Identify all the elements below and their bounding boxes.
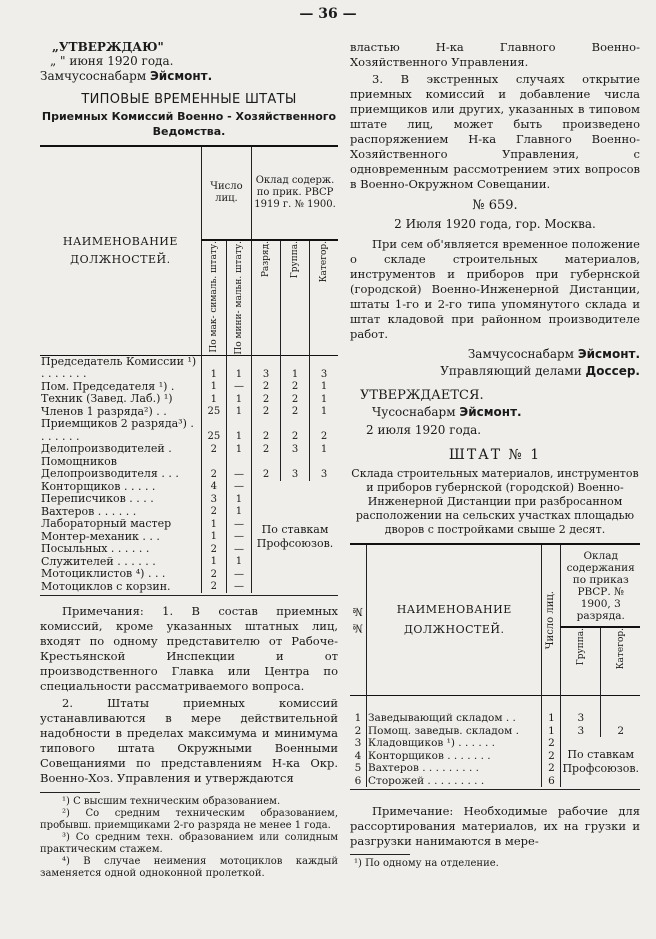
footnote: ³) Со средним техн. образованием или солидным практическим стажем.	[40, 832, 338, 856]
row-rank: 2	[252, 443, 281, 456]
table-row	[40, 418, 338, 443]
row-max: 4	[201, 481, 226, 494]
table-header-row	[40, 146, 338, 240]
header-rank: Разряд.	[261, 241, 272, 278]
row-group: 3	[281, 443, 310, 456]
row-category: 3	[310, 456, 338, 481]
table-2-body	[350, 696, 640, 788]
table-row	[350, 725, 640, 738]
header-group: Группа.	[290, 241, 301, 279]
row-group: 3	[281, 456, 310, 481]
row-name: Конторщиков . . . . . . .	[367, 750, 542, 763]
row-name: Помощников Делопроизводителя . . .	[41, 454, 179, 481]
signature-2-name: Доссер.	[585, 364, 640, 378]
row-count: 1	[542, 725, 561, 738]
staff-subtitle: Склада строительных материалов, инструментов и приборов губернской (городской) Военно-Инженерной Дистанции при разбросанном расположении на сельских участках площадью дворов с постройками свыше 2 десят.	[351, 467, 639, 536]
row-rank: 2	[252, 456, 281, 481]
row-category: 1	[310, 443, 338, 456]
row-name: Кладовщиков ¹) . . . . . .	[367, 737, 542, 750]
row-name: Переписчиков . . . .	[41, 492, 154, 506]
approve-heading: „УТВЕРЖДАЮ"	[52, 40, 164, 54]
row-name: Сторожей . . . . . . . . .	[367, 775, 542, 788]
rate-note: По ставкам Профсоюзов.	[561, 737, 640, 787]
row-name: Председатель Комиссии ¹) . . . . . . .	[41, 354, 197, 381]
row-max: 25	[201, 406, 226, 419]
row-max: 1	[201, 355, 226, 381]
table-row	[40, 393, 338, 406]
table-row	[40, 443, 338, 456]
row-min: —	[226, 581, 251, 594]
header-2-name: НАИМЕНОВАНИЕ ДОЛЖНОСТЕЙ.	[367, 544, 542, 696]
order-number: № 659.	[472, 198, 518, 213]
row-rank: 3	[252, 355, 281, 381]
footnote: ²) Со средним техническим образованием, пробывш. приемщиками 2-го разряда не менее 1 года.	[40, 808, 338, 832]
approved-heading: УТВЕРЖДАЕТСЯ.	[360, 388, 484, 403]
row-count: 1	[542, 696, 561, 725]
row-min: 1	[226, 443, 251, 456]
table-2-header-row	[350, 544, 640, 627]
header-2-number: № №	[351, 605, 364, 635]
order-text: При сем об'является временное положение о складе строительных материалов, инструментов и приборов при губернской (городской) Военно-Инженерной Дистанции, штаты 1-го и 2-го типа упомянутого склада и штат кладовой при районном производителе работ.	[350, 237, 640, 341]
row-min: 1	[226, 406, 251, 419]
row-min: —	[226, 456, 251, 481]
row-name: Членов 1 разряда²) . .	[41, 404, 167, 418]
continued-text: властью Н-ка Главного Военно-Хозяйственного Управления.	[350, 40, 640, 69]
header-2-count: Число лиц.	[545, 590, 557, 650]
row-name: Пом. Председателя ¹) .	[41, 379, 175, 393]
header-2-group: Группа.	[575, 628, 586, 666]
signature-1	[350, 346, 640, 363]
approved-signer	[350, 405, 640, 419]
row-rank: 2	[252, 393, 281, 406]
row-category: 1	[310, 393, 338, 406]
row-name: Лабораторный мастер	[41, 517, 172, 531]
row-min: —	[226, 531, 251, 544]
paragraph-3: 3. В экстренных случаях открытие приемных комиссий и добавление числа приемщиков или других, указанных в типовом штате лиц, может быть произведено распоряжением Н-ка Главного Военно-Хозяйственного Управления, с одновременным рассмотрением этих вопросов в Военно-Окружном Совещании.	[350, 72, 640, 191]
approved-date: 2 июля 1920 года.	[366, 423, 482, 437]
row-min: 1	[226, 556, 251, 569]
row-name: Вахтеров . . . . . . . . .	[367, 762, 542, 775]
row-group: 3	[561, 725, 601, 738]
row-category	[601, 696, 640, 725]
row-max: 2	[201, 568, 226, 581]
table-row	[40, 355, 338, 381]
signature-1-name: Эйсмонт.	[577, 347, 640, 361]
row-count: 2	[542, 737, 561, 750]
header-min: По мини- мальн. штату.	[233, 241, 244, 355]
row-min: —	[226, 518, 251, 531]
row-max: 1	[201, 556, 226, 569]
notes-paragraph-2: 2. Штаты приемных комиссий устанавливаются в мере действительной надобности в пределах максимума и минимума типового штата Окружными Военными Совещаниями по представлениям Н-ка Окр. Военно-Хоз. Управления и утверждаются	[40, 696, 338, 786]
staff-title: ШТАТ № 1	[448, 447, 542, 463]
table-row	[40, 456, 338, 481]
row-count: 6	[542, 775, 561, 788]
row-name: Приемщиков 2 разряда³) . . . . . . .	[41, 417, 194, 443]
row-min: 1	[226, 506, 251, 519]
table-body	[40, 355, 338, 593]
row-max: 2	[201, 543, 226, 556]
row-min: 1	[226, 418, 251, 443]
notes-paragraph-1: Примечания: 1. В состав приемных комиссий, кроме указанных штатных лиц, входят по одному представителю от Рабоче-Крестьянской Инспекции и от производственного Главка или Центра по специальности рассматриваемого вопроса.	[40, 604, 338, 694]
row-max: 3	[201, 493, 226, 506]
right-column	[350, 40, 640, 870]
staff-note: Примечание: Необходимые рабочие для рассортирования материалов, их на грузки и разгрузки нанимаются в мере-	[350, 804, 640, 848]
row-max: 2	[201, 456, 226, 481]
row-group: 1	[281, 355, 310, 381]
row-max: 2	[201, 581, 226, 594]
approved-signer-title: Чусоснабарм	[372, 405, 456, 419]
row-group: 3	[561, 696, 601, 725]
footnotes	[40, 796, 338, 880]
row-name: Делопроизводителей .	[41, 442, 172, 456]
footnote: ⁴) В случае неимения мотоциклов каждый заменяется одной одноконной пролеткой.	[40, 856, 338, 880]
row-min: —	[226, 481, 251, 494]
row-category: 2	[601, 725, 640, 738]
row-group: 2	[281, 418, 310, 443]
row-max: 2	[201, 443, 226, 456]
row-name: Посыльных . . . . . .	[41, 542, 150, 556]
staff-table-2	[350, 543, 640, 787]
row-max: 1	[201, 393, 226, 406]
row-rank: 2	[252, 406, 281, 419]
row-name: Служителей . . . . . .	[41, 554, 156, 568]
signature-2-title: Управляющий делами	[440, 364, 582, 378]
row-group: 2	[281, 406, 310, 419]
footnote: ¹) С высшим техническим образованием.	[62, 796, 281, 808]
row-number: 2	[354, 724, 362, 737]
row-name: Техник (Завед. Лаб.) ¹)	[41, 392, 173, 406]
approve-signer-name: Эйсмонт.	[150, 69, 213, 83]
approve-date: „ " июня 1920 года.	[50, 54, 174, 68]
header-name: НАИМЕНОВАНИЕ ДОЛЖНОСТЕЙ.	[62, 234, 178, 266]
signature-1-title: Замчусоснабарм	[467, 347, 574, 361]
row-max: 1	[201, 531, 226, 544]
row-name: Вахтеров . . . . . .	[41, 504, 137, 518]
row-min: 1	[226, 393, 251, 406]
row-min: —	[226, 381, 251, 394]
row-group: 2	[281, 393, 310, 406]
row-min: 1	[226, 493, 251, 506]
row-category: 1	[310, 406, 338, 419]
footnote-right: ¹) По одному на отделение.	[354, 858, 499, 869]
left-column	[40, 40, 338, 880]
doc-subtitle: Приемных Комиссий Военно - Хозяйственного Ведомства.	[41, 110, 337, 138]
staff-table-1	[40, 145, 338, 593]
row-min: —	[226, 543, 251, 556]
row-number: 3	[354, 737, 362, 749]
row-max: 25	[201, 418, 226, 443]
header-max: По мак- сималь. штату.	[208, 241, 219, 353]
header-count: Число лиц.	[201, 146, 251, 240]
rate-note: По ставкам Профсоюзов.	[252, 481, 338, 594]
row-max: 1	[201, 518, 226, 531]
header-category: Категор.	[319, 241, 330, 283]
row-category: 3	[310, 355, 338, 381]
approve-signer-title: Замчусоснабарм	[40, 69, 147, 83]
header-2-category: Категор.	[615, 628, 626, 670]
header-2-salary: Оклад содержания по приказ РВСР. № 1900, 3 разряда.	[561, 544, 640, 627]
row-group: 2	[281, 381, 310, 394]
doc-title: ТИПОВЫЕ ВРЕМЕННЫЕ ШТАТЫ	[81, 92, 297, 107]
row-name: Мотоциклистов ⁴) . . .	[41, 567, 166, 581]
order-date: 2 Июля 1920 года, гор. Москва.	[394, 217, 596, 231]
row-min: —	[226, 568, 251, 581]
row-name: Помощ. заведыв. складом .	[367, 725, 542, 738]
row-rank: 2	[252, 418, 281, 443]
row-name: Конторщиков . . . . .	[41, 479, 156, 493]
row-max: 2	[201, 506, 226, 519]
header-salary: Оклад содерж. по прик. РВСР 1919 г. № 1900.	[252, 146, 338, 240]
row-count: 2	[542, 750, 561, 763]
row-rank: 2	[252, 381, 281, 394]
row-number: 4	[354, 749, 362, 762]
row-min: 1	[226, 355, 251, 381]
page-number: — 36 —	[299, 6, 357, 22]
table-row	[350, 696, 640, 725]
row-category: 2	[310, 418, 338, 443]
row-name: Мотоциклов с корзин.	[41, 579, 171, 593]
table-row	[350, 737, 640, 750]
row-number: 6	[354, 774, 362, 787]
approved-signer-name: Эйсмонт.	[459, 405, 522, 419]
signature-2	[350, 363, 640, 380]
row-number: 5	[354, 762, 362, 774]
approve-signer	[40, 68, 338, 84]
row-category: 1	[310, 381, 338, 394]
row-name: Заведывающий складом . .	[367, 696, 542, 725]
row-name: Монтер-механик . . .	[41, 529, 160, 543]
row-number: 1	[354, 712, 362, 724]
row-max: 1	[201, 381, 226, 394]
row-count: 2	[542, 762, 561, 775]
